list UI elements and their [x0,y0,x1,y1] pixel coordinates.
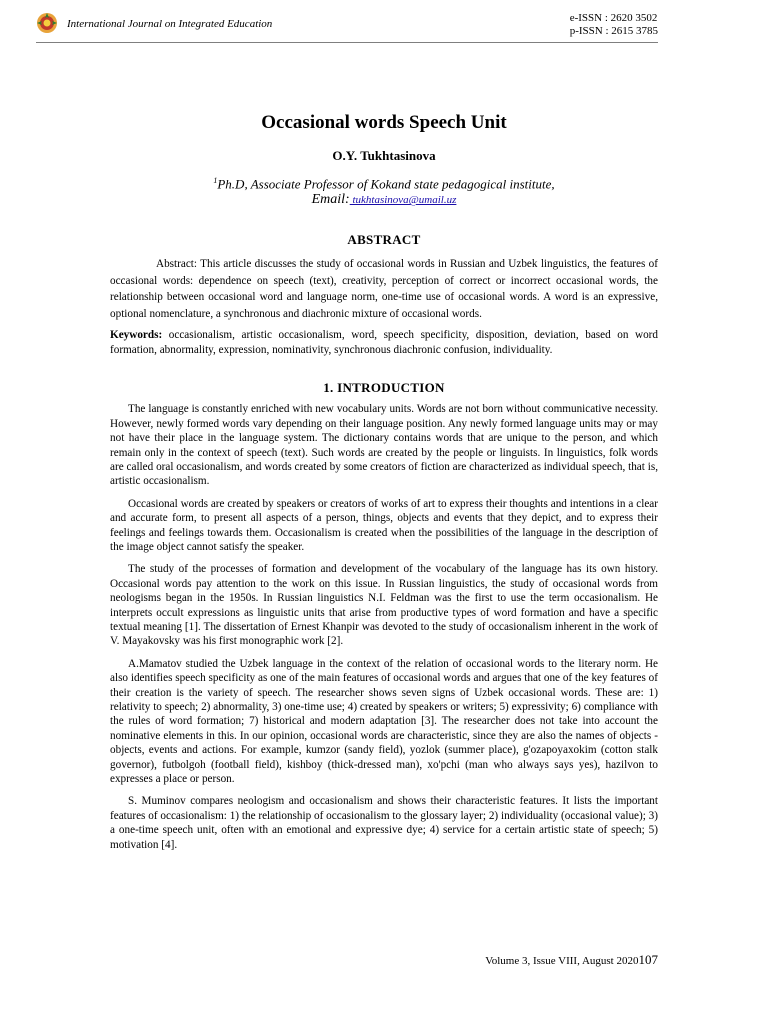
email-label: Email: [311,192,350,208]
section-heading-introduction: 1. INTRODUCTION [323,380,445,396]
journal-logo-icon [36,12,58,34]
keywords-label: Keywords: [110,329,163,342]
email-link[interactable]: tukhtasinova@umail.uz [349,194,457,207]
body-paragraph: The language is constantly enriched with new vocabulary units. Words are not born without communicative necessity. However, newly formed words vary depending on their language position. Any newly formed language units may or may not have their place in the language system. The dictionary contains words that are unique to the person, and which remain only in the context of speech (text). Such words are created by the people or linguists. In linguistics, folk words are called oral occasionalism, and words created by some creators of fiction are characterized as individual speech, that is, artistic occasionalism. [110,403,658,488]
abstract-text: Abstract: This article discusses the study of occasional words in Russian and Uzbek linguistics, the features of occasional words: dependence on speech (text), creativity, perception of correct or incorrect occasional words, the relationship between occasional word and language norm, one-time use of occasional words. A word is an expressive, optional nomenclature, a synchronous and diachronic mixture of occasional words. [110,258,658,320]
author-name: O.Y. Tukhtasinova [332,148,436,163]
e-issn: e-ISSN : 2620 3502 [569,12,658,24]
body-paragraph: S. Muminov compares neologism and occasionalism and shows their characteristic features. It lists the important features of occasionalism: 1) the relationship of occasionalism to the glossary layer; 2) individuality (occasional value); 3) a one-time speech unit, often with an emotional and expressive dye; 4) service for a certain artistic state of speech; 5) motivation [4]. [110,795,658,851]
article-body [110,112,658,852]
page-footer [485,952,658,968]
journal-name: International Journal on Integrated Education [67,18,273,30]
body-paragraph: Occasional words are created by speakers or creators of works of art to express their thoughts and intentions in a clear and accurate form, to present all aspects of a person, things, objects and events that they depict, and to express their feelings and feelings towards them. Occasionalism is created when the possibilities of the language in the description of the image object cannot satisfy the speaker. [110,497,658,553]
article-title: Occasional words Speech Unit [261,112,507,133]
keywords [110,328,658,358]
body-paragraph: The study of the processes of formation and development of the vocabulary of the language has its own history. Occasional words pay attention to the work on this issue. In Russian linguistics, the study of occasional words from neologisms began in the 1950s. In Russian linguistics N.I. Feldman was the first to use the term occasionalism. He interprets occult expressions as linguistic units that arise from productive types of word formation and have a specific textual meaning [1]. The dissertation of Ernest Khanpir was devoted to the study of occasionalism inherent in the work of V. Mayakovsky was his first monographic work [2]. [110,563,658,648]
affiliation-marker: 1 [213,176,218,185]
introduction-section [110,402,658,852]
issn-block [570,12,658,38]
author-email [110,192,658,208]
abstract-heading: ABSTRACT [347,232,421,248]
keywords-text: occasionalism, artistic occasionalism, word, speech specificity, disposition, deviation, based on word formation, abnormality, expression, nominativity, synchronous diachronic confusion, individuality. [110,329,658,357]
body-paragraph: A.Mamatov studied the Uzbek language in the context of the relation of occasional words to the literary norm. He also identifies speech specificity as one of the main features of occasional words and argues that one of the key features of their creation is the variety of speech. The researcher shows seven signs of Uzbek occasional words. These are: 1) relativity to speech; 2) abnormality, 3) one-time use; 4) created by speakers or writers; 5) expressivity; 6) compliance with the rules of word formation; 7) historical and modern adaptation [3]. The researcher does not take into account the nominative elements in this. In our opinion, occasional words are characteristic, since they are also the names of objects - objects, events and actions. For example, kumzor (sandy field), yozlok (summer place), g'ozapoyaxokim (cotton stalk governor), futbolgoh (football field), kishboy (thick-dressed man), xo'pchi (man who always says yes), hazilvon to expresses a place or person. [110,657,658,786]
author-affiliation [110,176,658,192]
p-issn: p-ISSN : 2615 3785 [569,25,658,37]
affiliation-text: Ph.D, Associate Professor of Kokand state pedagogical institute, [217,176,555,192]
page-number: 107 [638,952,658,967]
volume-info: Volume 3, Issue VIII, August 2020 [485,955,639,967]
header-divider [36,42,658,43]
